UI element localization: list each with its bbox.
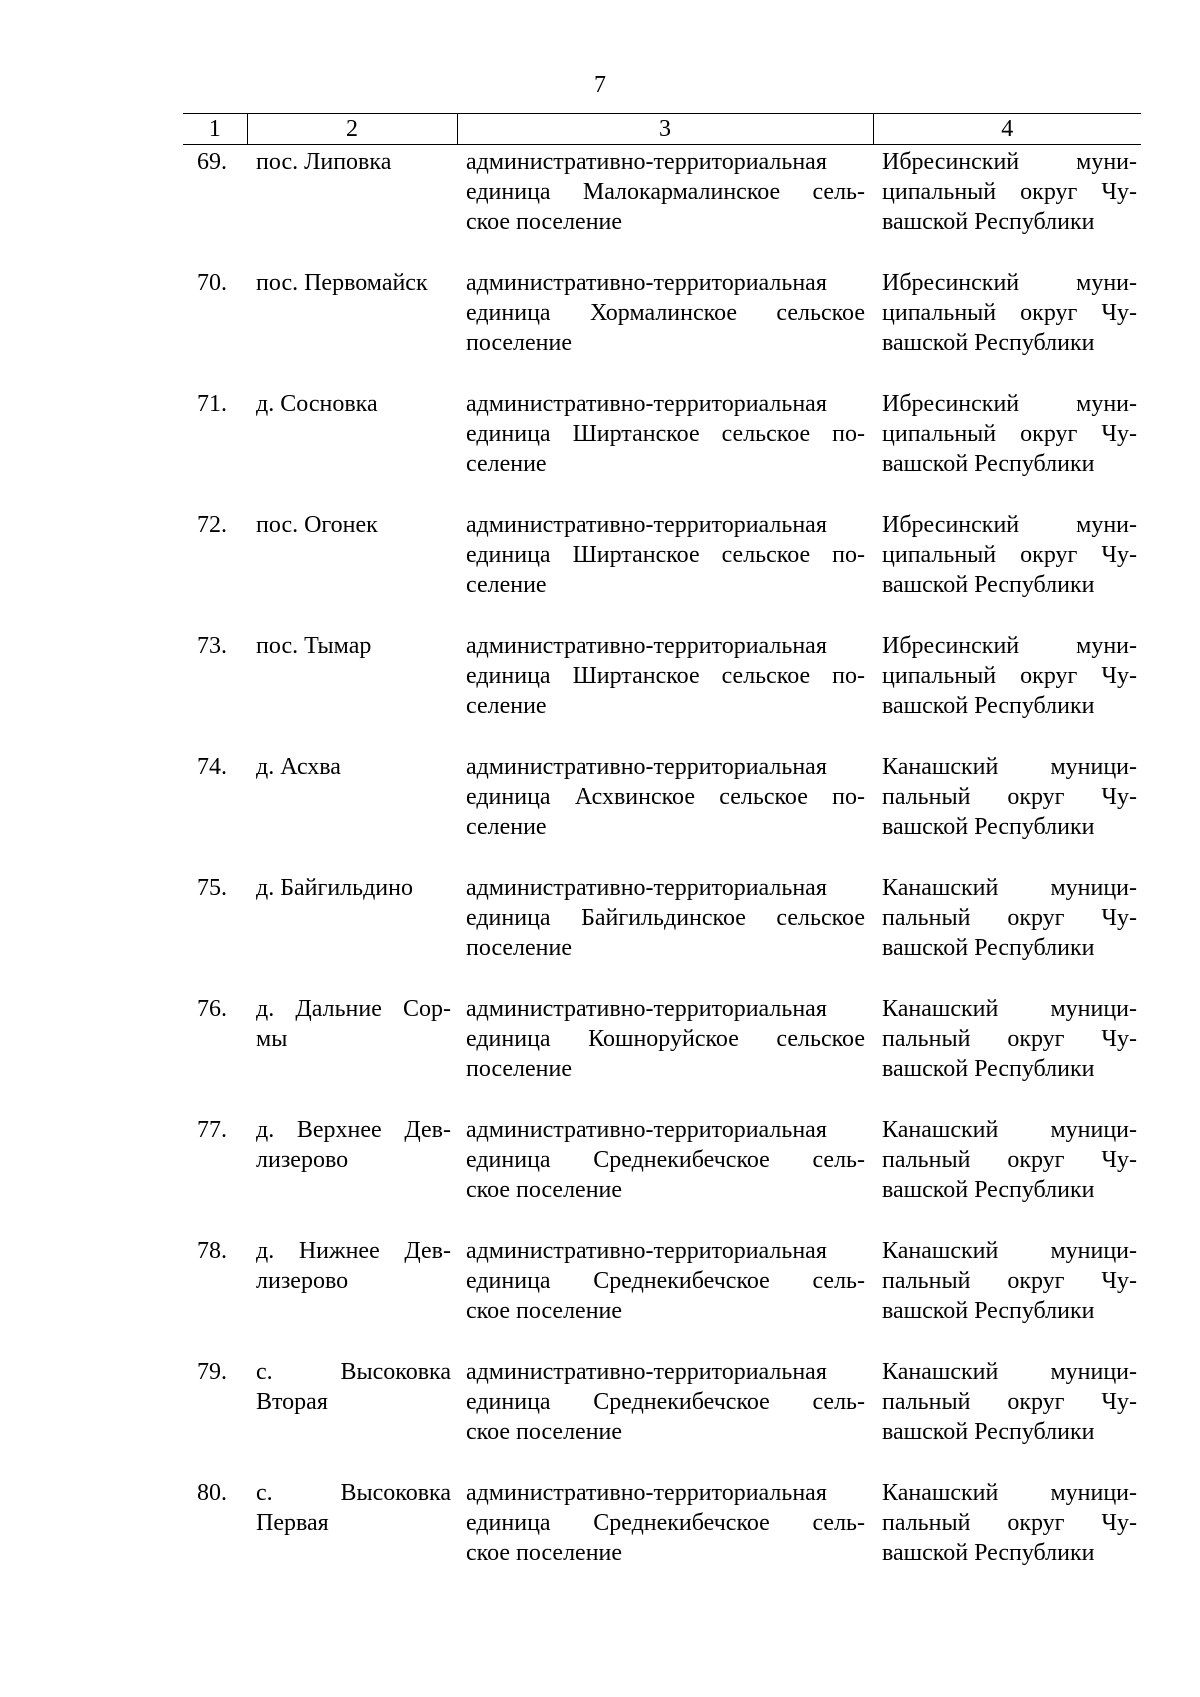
municipal-district-line: ципальный округ Чу- bbox=[882, 179, 1137, 205]
territorial-unit-line: единица Асхвинское сельское по- bbox=[466, 784, 865, 810]
municipal-district-line: Ибресинский муни- bbox=[882, 391, 1137, 417]
territorial-unit bbox=[457, 389, 873, 510]
settlement-name-line: мы bbox=[256, 1026, 288, 1052]
territorial-unit-line: административно-территориальная bbox=[466, 754, 827, 780]
territorial-unit-line: поселение bbox=[466, 935, 573, 961]
territorial-unit-line: единица Среднекибечское сель- bbox=[466, 1268, 865, 1294]
territorial-unit-line: ское поселение bbox=[466, 1298, 623, 1324]
table-row bbox=[183, 1478, 1141, 1599]
territorial-unit-line: единица Хормалинское сельское bbox=[466, 300, 865, 326]
territorial-unit-line: административно-территориальная bbox=[466, 1480, 827, 1506]
municipal-district-line: пальный округ Чу- bbox=[882, 1147, 1137, 1173]
table-row bbox=[183, 1357, 1141, 1478]
settlement-name-line: д. Сосновка bbox=[256, 391, 378, 417]
territorial-unit bbox=[457, 631, 873, 752]
territorial-unit-line: административно-территориальная bbox=[466, 149, 827, 175]
municipal-district-line: ципальный округ Чу- bbox=[882, 663, 1137, 689]
territorial-unit-line: административно-территориальная bbox=[466, 1238, 827, 1264]
table-header-row bbox=[183, 114, 1141, 145]
territorial-unit-line: селение bbox=[466, 814, 547, 840]
settlement-name bbox=[247, 268, 457, 389]
settlement-name bbox=[247, 994, 457, 1115]
table-row bbox=[183, 1115, 1141, 1236]
territorial-unit-line: ское поселение bbox=[466, 1540, 623, 1566]
territorial-unit-line: единица Среднекибечское сель- bbox=[466, 1147, 865, 1173]
territorial-unit-line: административно-территориальная bbox=[466, 1117, 827, 1143]
row-number: 77. bbox=[197, 1117, 227, 1143]
table-row bbox=[183, 1236, 1141, 1357]
settlement-name-line: пос. Тымар bbox=[256, 633, 372, 659]
municipal-district-line: Канашский муници- bbox=[882, 996, 1137, 1022]
municipal-district-line: вашской Республики bbox=[882, 572, 1095, 598]
table-body bbox=[183, 145, 1141, 1600]
municipal-district-line: вашской Республики bbox=[882, 935, 1095, 961]
territorial-unit bbox=[457, 145, 873, 269]
settlement-name-line: пос. Липовка bbox=[256, 149, 392, 175]
page-number: 7 bbox=[594, 72, 606, 98]
table-row bbox=[183, 873, 1141, 994]
settlement-name-line: д. Асхва bbox=[256, 754, 341, 780]
territorial-unit-line: ское поселение bbox=[466, 1177, 623, 1203]
territorial-unit-line: административно-территориальная bbox=[466, 633, 827, 659]
row-number: 73. bbox=[197, 633, 227, 659]
municipal-district bbox=[873, 1115, 1141, 1236]
row-number: 79. bbox=[197, 1359, 227, 1385]
territorial-unit bbox=[457, 1115, 873, 1236]
municipal-district-line: вашской Республики bbox=[882, 1419, 1095, 1445]
municipal-district-line: ципальный округ Чу- bbox=[882, 421, 1137, 447]
municipal-district-line: пальный округ Чу- bbox=[882, 1510, 1137, 1536]
column-header-3: 3 bbox=[457, 114, 873, 145]
column-header-4: 4 bbox=[873, 114, 1141, 145]
municipal-district-line: Канашский муници- bbox=[882, 1117, 1137, 1143]
table-row bbox=[183, 994, 1141, 1115]
territorial-unit bbox=[457, 994, 873, 1115]
municipal-district-line: вашской Республики bbox=[882, 1177, 1095, 1203]
territorial-unit bbox=[457, 510, 873, 631]
settlement-name bbox=[247, 389, 457, 510]
municipal-district-line: вашской Республики bbox=[882, 693, 1095, 719]
row-number: 74. bbox=[197, 754, 227, 780]
row-number: 76. bbox=[197, 996, 227, 1022]
territorial-unit bbox=[457, 1478, 873, 1599]
settlement-name bbox=[247, 752, 457, 873]
territorial-unit-line: административно-территориальная bbox=[466, 270, 827, 296]
municipal-district-line: вашской Республики bbox=[882, 209, 1095, 235]
municipal-district bbox=[873, 752, 1141, 873]
table-row bbox=[183, 145, 1141, 269]
settlement-name-line: д. Байгильдино bbox=[256, 875, 413, 901]
territorial-unit bbox=[457, 1236, 873, 1357]
settlement-name-line: д. Дальние Сор- bbox=[256, 996, 451, 1022]
settlement-name-line: лизерово bbox=[256, 1147, 349, 1173]
municipal-district-line: вашской Республики bbox=[882, 1298, 1095, 1324]
territorial-unit-line: ское поселение bbox=[466, 1419, 623, 1445]
settlement-name bbox=[247, 510, 457, 631]
territorial-unit-line: административно-территориальная bbox=[466, 875, 827, 901]
municipal-district-line: пальный округ Чу- bbox=[882, 905, 1137, 931]
municipal-district-line: Канашский муници- bbox=[882, 754, 1137, 780]
column-header-2: 2 bbox=[247, 114, 457, 145]
territorial-unit bbox=[457, 1357, 873, 1478]
municipal-district bbox=[873, 994, 1141, 1115]
municipal-district-line: Ибресинский муни- bbox=[882, 512, 1137, 538]
municipal-district bbox=[873, 1357, 1141, 1478]
territorial-unit-line: административно-территориальная bbox=[466, 996, 827, 1022]
municipal-district-line: Канашский муници- bbox=[882, 1359, 1137, 1385]
row-number: 69. bbox=[197, 149, 227, 175]
settlement-name-line: Первая bbox=[256, 1510, 329, 1536]
municipal-district-line: пальный округ Чу- bbox=[882, 1389, 1137, 1415]
territorial-unit-line: единица Ширтанское сельское по- bbox=[466, 663, 865, 689]
territorial-unit bbox=[457, 752, 873, 873]
territorial-unit-line: административно-территориальная bbox=[466, 512, 827, 538]
municipal-district bbox=[873, 873, 1141, 994]
settlement-name bbox=[247, 873, 457, 994]
territorial-unit-line: единица Среднекибечское сель- bbox=[466, 1510, 865, 1536]
settlement-name bbox=[247, 1115, 457, 1236]
territorial-unit-line: единица Ширтанское сельское по- bbox=[466, 542, 865, 568]
table-row bbox=[183, 631, 1141, 752]
settlement-name bbox=[247, 145, 457, 269]
municipal-district bbox=[873, 389, 1141, 510]
settlement-name-line: пос. Первомайск bbox=[256, 270, 428, 296]
column-header-1: 1 bbox=[183, 114, 247, 145]
row-number: 80. bbox=[197, 1480, 227, 1506]
settlements-table bbox=[183, 113, 1141, 1599]
municipal-district-line: вашской Республики bbox=[882, 330, 1095, 356]
territorial-unit bbox=[457, 873, 873, 994]
municipal-district-line: пальный округ Чу- bbox=[882, 1268, 1137, 1294]
territorial-unit-line: единица Байгильдинское сельское bbox=[466, 905, 865, 931]
municipal-district-line: вашской Республики bbox=[882, 451, 1095, 477]
settlement-name bbox=[247, 1478, 457, 1599]
municipal-district-line: ципальный округ Чу- bbox=[882, 300, 1137, 326]
municipal-district-line: вашской Республики bbox=[882, 1056, 1095, 1082]
municipal-district-line: Ибресинский муни- bbox=[882, 149, 1137, 175]
municipal-district-line: ципальный округ Чу- bbox=[882, 542, 1137, 568]
settlement-name-line: с. Высоковка bbox=[256, 1359, 451, 1385]
territorial-unit-line: административно-территориальная bbox=[466, 1359, 827, 1385]
table-row bbox=[183, 752, 1141, 873]
table-row bbox=[183, 389, 1141, 510]
municipal-district bbox=[873, 510, 1141, 631]
municipal-district-line: Канашский муници- bbox=[882, 1480, 1137, 1506]
territorial-unit-line: селение bbox=[466, 572, 547, 598]
row-number: 70. bbox=[197, 270, 227, 296]
territorial-unit-line: единица Ширтанское сельское по- bbox=[466, 421, 865, 447]
municipal-district-line: Ибресинский муни- bbox=[882, 270, 1137, 296]
row-number: 75. bbox=[197, 875, 227, 901]
territorial-unit-line: ское поселение bbox=[466, 209, 623, 235]
municipal-district-line: Ибресинский муни- bbox=[882, 633, 1137, 659]
settlement-name bbox=[247, 1236, 457, 1357]
territorial-unit-line: административно-территориальная bbox=[466, 391, 827, 417]
municipal-district bbox=[873, 631, 1141, 752]
municipal-district-line: пальный округ Чу- bbox=[882, 1026, 1137, 1052]
settlement-name-line: лизерово bbox=[256, 1268, 349, 1294]
territorial-unit bbox=[457, 268, 873, 389]
settlement-name-line: Вторая bbox=[256, 1389, 328, 1415]
municipal-district-line: Канашский муници- bbox=[882, 1238, 1137, 1264]
settlement-name-line: д. Верхнее Дев- bbox=[256, 1117, 451, 1143]
territorial-unit-line: единица Малокармалинское сель- bbox=[466, 179, 865, 205]
settlement-name-line: пос. Огонек bbox=[256, 512, 378, 538]
table-row bbox=[183, 510, 1141, 631]
row-number: 71. bbox=[197, 391, 227, 417]
municipal-district bbox=[873, 1236, 1141, 1357]
municipal-district-line: вашской Республики bbox=[882, 1540, 1095, 1566]
settlement-name-line: с. Высоковка bbox=[256, 1480, 451, 1506]
territorial-unit-line: единица Кошноруйское сельское bbox=[466, 1026, 865, 1052]
municipal-district bbox=[873, 145, 1141, 269]
settlement-name bbox=[247, 631, 457, 752]
municipal-district bbox=[873, 1478, 1141, 1599]
row-number: 78. bbox=[197, 1238, 227, 1264]
table-row bbox=[183, 268, 1141, 389]
municipal-district-line: вашской Республики bbox=[882, 814, 1095, 840]
municipal-district-line: Канашский муници- bbox=[882, 875, 1137, 901]
territorial-unit-line: поселение bbox=[466, 1056, 573, 1082]
row-number: 72. bbox=[197, 512, 227, 538]
municipal-district bbox=[873, 268, 1141, 389]
municipal-district-line: пальный округ Чу- bbox=[882, 784, 1137, 810]
territorial-unit-line: селение bbox=[466, 693, 547, 719]
territorial-unit-line: селение bbox=[466, 451, 547, 477]
territorial-unit-line: единица Среднекибечское сель- bbox=[466, 1389, 865, 1415]
territorial-unit-line: поселение bbox=[466, 330, 573, 356]
settlement-name bbox=[247, 1357, 457, 1478]
settlement-name-line: д. Нижнее Дев- bbox=[256, 1238, 451, 1264]
